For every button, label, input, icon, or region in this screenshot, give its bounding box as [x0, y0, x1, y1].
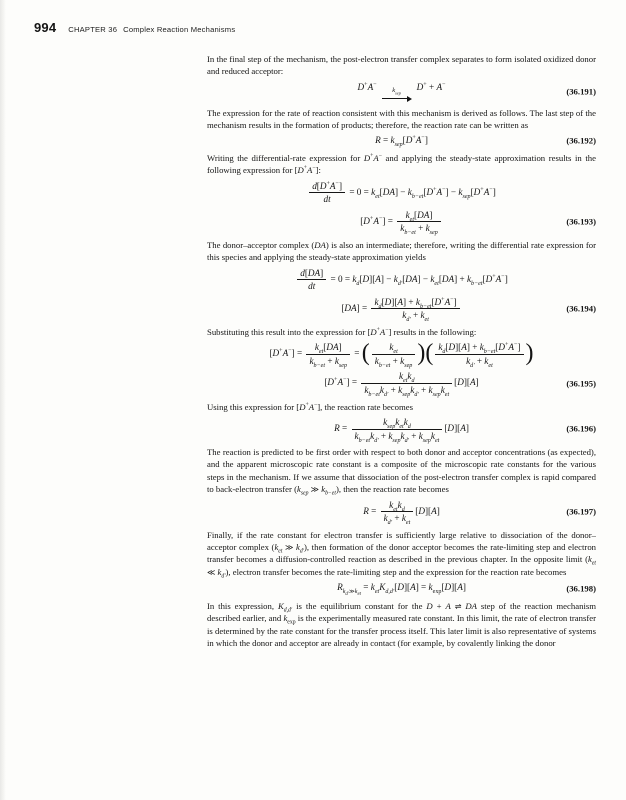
equation: $R_{k_{d'}≫k_{et}} = k_{et}K_{d,d'}[D][A] = k_{exp}[D][A]$ — [337, 582, 466, 598]
paragraph: In the final step of the mechanism, the post-electron transfer complex separates to form isolated oxidized donor and reduced acceptor: — [207, 54, 596, 77]
page-number: 994 — [34, 20, 57, 35]
equation-row — [207, 135, 596, 147]
equation-number: (36.191) — [566, 86, 596, 97]
page-header — [34, 20, 235, 35]
equation-row — [207, 416, 596, 444]
equation: [DA] = $k_d[D][A] + k_{b-et}[D^+A^-]$ $k_{d'} + k_{et}$ — [341, 297, 461, 321]
equation: $\frac{d[D^+A^-]}{dt}$ = $0 = k_{et}[DA] - k_{b-et}[D^+A^-] - k_{sep}[D^+A^-]$ — [307, 181, 496, 205]
equation: [D+A−] = $k_{et}[DA]$ $k_{b-et} + k_{sep}$ — [360, 210, 443, 234]
chapter-label: CHAPTER 36 — [68, 25, 118, 34]
equation-row — [207, 209, 596, 237]
equation: [D+A−] = $k_{et}k_d$ $k_{b-et}k_{d'} + k_{sep}k_{d'} + k_{sep}k_{et}$ [D][A] — [324, 371, 479, 398]
paragraph: Using this expression for [D+A−], the reaction rate becomes — [207, 401, 414, 412]
equation-number: (36.193) — [566, 216, 596, 227]
paragraph: Writing the differential-rate expression for D+A− and applying the steady-state approximation results in the following expression for [D+A−]: — [207, 152, 596, 176]
equation-row — [207, 268, 596, 292]
page-edge-shading — [0, 0, 6, 800]
equation-row — [207, 82, 596, 102]
equation-number: (36.194) — [566, 303, 596, 314]
equation-number: (36.197) — [566, 506, 596, 517]
paragraph: The reaction is predicted to be first order with respect to both donor and acceptor concentrations (as expected), and the apparent microscopic rate constant is a composite of the microscopic rate constants for the various steps in the mechanism. If we assume that dissociation of the post-electron transfer complex is rapid compared to back-electron transfer ($k_{sep}$ ≫ $k_{b-et}$), then the reaction rate becomes — [207, 447, 596, 497]
equation-number: (36.192) — [566, 135, 596, 146]
equation-row — [207, 500, 596, 524]
equation-number: (36.198) — [566, 583, 596, 594]
equation: R = $k_{et}k_d$ $k_{d'} + k_{et}$ [D][A] — [363, 499, 440, 526]
equation: R = $k_{sep}k_{et}k_d$ $k_{b-et}k_{d'} + k_{sep}k_{d'} + k_{sep}k_{et}$ [D][A] — [334, 416, 469, 444]
text-column — [207, 53, 596, 795]
equation-row — [207, 339, 596, 369]
paragraph: Substituting this result into the expression for [D+A−] results in the following: — [207, 326, 477, 337]
paragraph: The expression for the rate of reaction consistent with this mechanism is derived as follows. The last step of the mechanism results in the formation of products; therefore, the reaction rate can be written as — [207, 107, 596, 131]
paragraph: The donor–acceptor complex (DA) is also an intermediate; therefore, writing the differential rate expression for this species and applying the steady-state approximation yields — [207, 239, 596, 263]
paragraph: In this expression, $K_{d,d'}$ is the equilibrium constant for the D + A ⇌ DA step of the reaction mechanism described earlier, and $k_{exp}$ is the experimentally measured rate constant. In this limit, the rate of electron transfer is determined by the rate constant for the transfer process itself. This later limit is also representative of systems in which the donor and acceptor are already in contact (for example, by covalently linking the donor — [207, 601, 596, 649]
equation: $R = k_{sep}[D^+A^-]$ — [375, 135, 428, 149]
equation-row — [207, 582, 596, 598]
equation: [D+A−] = $k_{et}[DA]$ $k_{b-et} + k_{sep}$ = ( $k_{et}$ $k_{b-et} + k_{sep}$ )( $k_d[D][A] + k_{b-et}[D^+A^-]$ $k_{d'} + k_{et}$ ) — [269, 339, 534, 369]
equation-row — [207, 181, 596, 205]
paragraph: Finally, if the rate constant for electron transfer is sufficiently large relative to dissociation of the donor–acceptor complex ($k_{et}$ ≫ $k_{d'}$), then formation of the donor acceptor becomes the rate-limiting step and electron transfer becomes a diffusion-controlled reaction as described in the previous chapter. In the opposite limit ($k_{et}$ ≪ $k_{d'}$), electron transfer becomes the rate-limiting step and the expression for the reaction rate becomes — [207, 529, 596, 580]
chapter-title: Complex Reaction Mechanisms — [123, 25, 236, 34]
equation-number: (36.196) — [566, 423, 596, 434]
equation-number: (36.195) — [566, 378, 596, 389]
equation: $\frac{d[DA]}{dt}$ = $0 = k_d[D][A] - k_{d'}[DA] - k_{et}[DA] + k_{b-et}[D^+A^-]$ — [295, 268, 508, 292]
equation-row — [207, 371, 596, 398]
equation: D+A− $k_{sep}$ D+ + A− — [358, 82, 446, 102]
equation-row — [207, 296, 596, 324]
